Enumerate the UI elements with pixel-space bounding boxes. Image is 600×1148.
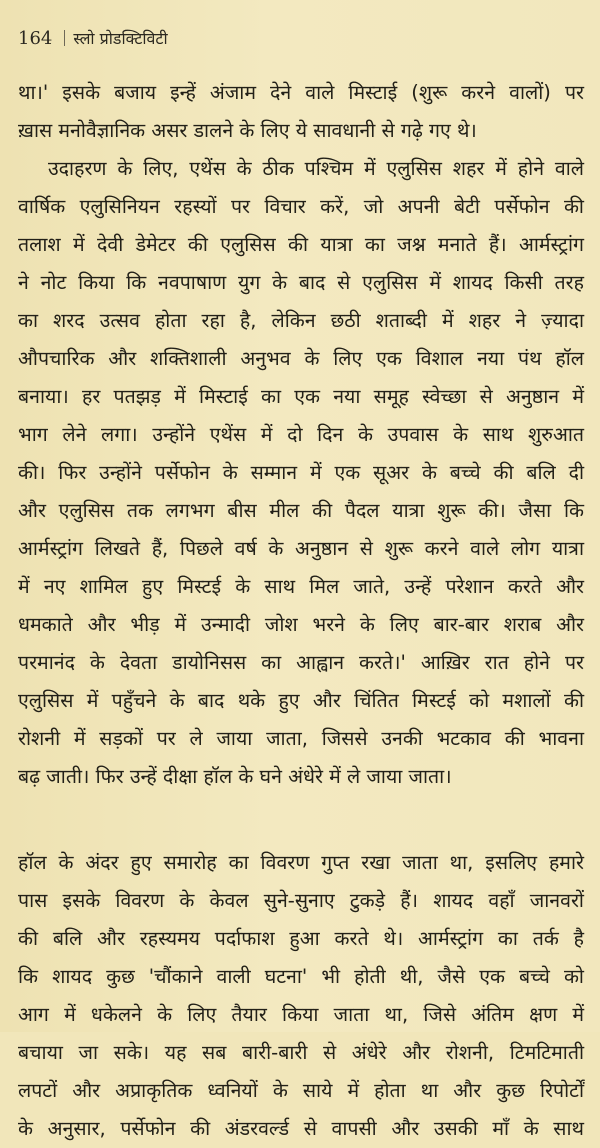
text-line: वार्षिक एलुसिनियन रहस्यों पर विचार करें, जो अपनी बेटी पर्सेफोन की <box>18 195 584 218</box>
body-text <box>18 74 584 1148</box>
text-line: हॉल के अंदर हुए समारोह का विवरण गुप्त रखा जाता था, इसलिए हमारे <box>18 851 584 874</box>
text-line: आर्मस्ट्रांग लिखते हैं, पिछले वर्ष के अनुष्ठान से शुरू करने वाले लोग यात्रा <box>18 537 584 560</box>
text-line: बचाया जा सके। यह सब बारी-बारी से अंधेरे और रोशनी, टिमटिमाती <box>18 1041 584 1064</box>
paragraph-spacer <box>18 796 584 844</box>
page-number: 164 <box>18 27 53 49</box>
header-divider <box>64 30 65 46</box>
text-line: तलाश में देवी डेमेटर की एलुसिस की यात्रा का जश्न मनाते हैं। आर्मस्ट्रांग <box>18 233 584 256</box>
text-line: एलुसिस में पहुँचने के बाद थके हुए और चिंतित मिस्टई को मशालों की <box>18 689 584 712</box>
book-title: स्लो प्रोडक्टिविटी <box>73 29 168 48</box>
text-line: की बलि और रहस्यमय पर्दाफाश हुआ करते थे। आर्मस्ट्रांग का तर्क है <box>18 927 584 950</box>
text-line: के अनुसार, पर्सेफोन की अंडरवर्ल्ड से वापसी और उसकी माँ के साथ <box>18 1117 584 1140</box>
text-line: बनाया। हर पतझड़ में मिस्टाई का एक नया समूह स्वेच्छा से अनुष्ठान में <box>18 385 584 408</box>
text-line: की। फिर उन्होंने पर्सेफोन के सम्मान में एक सूअर के बच्चे की बलि दी <box>18 461 584 484</box>
text-line: उदाहरण के लिए, एथेंस के ठीक पश्चिम में एलुसिस शहर में होने वाले <box>48 157 584 180</box>
text-line: रोशनी में सड़कों पर ले जाया जाता, जिससे उनकी भटकाव की भावना <box>18 727 584 750</box>
text-line: था।' इसके बजाय इन्हें अंजाम देने वाले मिस्टाई (शुरू करने वालों) पर <box>18 81 584 104</box>
text-line: बढ़ जाती। फिर उन्हें दीक्षा हॉल के घने अंधेरे में ले जाया जाता। <box>18 765 452 788</box>
text-line: औपचारिक और शक्तिशाली अनुभव के लिए एक विशाल नया पंथ हॉल <box>18 347 584 370</box>
text-line: और एलुसिस तक लगभग बीस मील की पैदल यात्रा शुरू की। जैसा कि <box>18 499 584 522</box>
text-line: भाग लेने लगा। उन्होंने एथेंस में दो दिन के उपवास के साथ शुरुआत <box>18 423 584 446</box>
text-line: आग में धकेलने के लिए तैयार किया जाता था, जिसे अंतिम क्षण में <box>18 1003 584 1026</box>
paragraph <box>18 844 584 1148</box>
text-line: कि शायद कुछ 'चौंकाने वाली घटना' भी होती थी, जैसे एक बच्चे को <box>18 965 584 988</box>
paragraph <box>18 150 584 796</box>
text-line: में नए शामिल हुए मिस्टई के साथ मिल जाते, उन्हें परेशान करते और <box>18 575 584 598</box>
running-header <box>18 26 168 50</box>
text-line: परमानंद के देवता डायोनिसस का आह्वान करते।' आख़िर रात होने पर <box>18 651 584 674</box>
paragraph <box>18 74 584 150</box>
text-line: ने नोट किया कि नवपाषाण युग के बाद से एलुसिस में शायद किसी तरह <box>18 271 584 294</box>
text-line: ख़ास मनोवैज्ञानिक असर डालने के लिए ये सावधानी से गढ़े गए थे। <box>18 119 477 142</box>
text-line: धमकाते और भीड़ में उन्मादी जोश भरने के लिए बार-बार शराब और <box>18 613 584 636</box>
text-line: पास इसके विवरण के केवल सुने-सुनाए टुकड़े हैं। शायद वहाँ जानवरों <box>18 889 584 912</box>
text-line: लपटों और अप्राकृतिक ध्वनियों के साये में होता था और कुछ रिपोर्टों <box>18 1079 584 1102</box>
text-line: का शरद उत्सव होता रहा है, लेकिन छठी शताब्दी में शहर ने ज़्यादा <box>18 309 584 332</box>
